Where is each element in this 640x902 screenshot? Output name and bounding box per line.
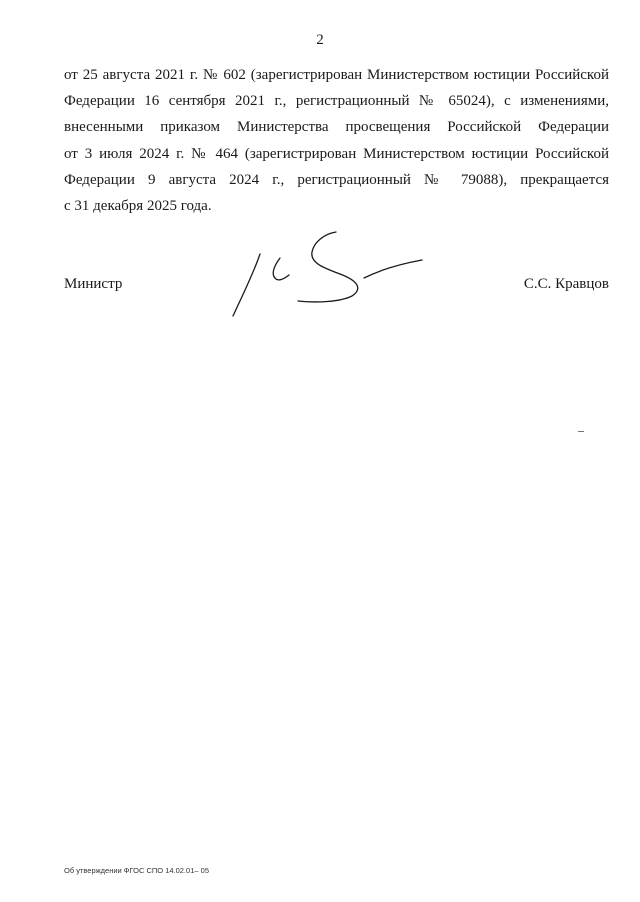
body-line-5: Федерации 9 августа 2024 г., регистрационный № 79088), прекращается — [64, 171, 609, 188]
footer-note: Об утверждении ФГОС СПО 14.02.01– 05 — [64, 866, 210, 875]
signer-name: С.С. Кравцов — [523, 276, 609, 292]
signer-position: Министр — [64, 276, 123, 292]
document-body — [64, 62, 609, 219]
body-line-3: внесенными приказом Министерства просвещения Российской Федерации — [64, 119, 609, 136]
body-line-6: с 31 декабря 2025 года. — [64, 197, 212, 214]
body-line-2: Федерации 16 сентября 2021 г., регистрационный № 65024), с изменениями, — [64, 93, 609, 110]
body-line-4: от 3 июля 2024 г. № 464 (зарегистрирован Министерством юстиции Российской — [64, 145, 609, 162]
page-number: 2 — [316, 32, 324, 48]
scan-artifact — [578, 431, 584, 432]
handwritten-signature — [228, 226, 428, 322]
body-line-1: от 25 августа 2021 г. № 602 (зарегистрирован Министерством юстиции Российской — [64, 67, 609, 83]
